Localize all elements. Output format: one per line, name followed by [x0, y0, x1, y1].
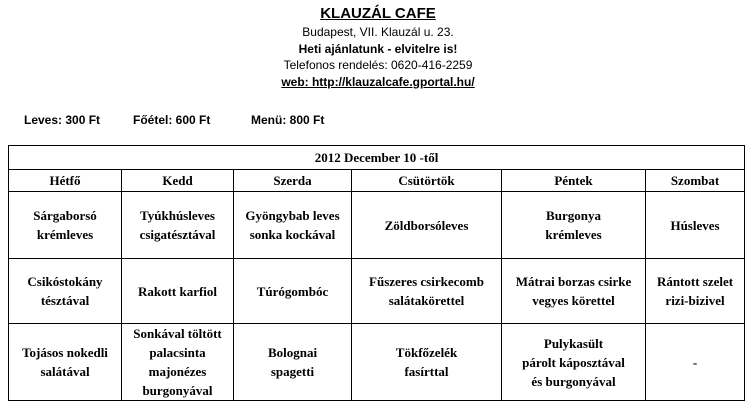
day-header-thursday: Csütörtök: [352, 170, 502, 192]
soup-price: Leves: 300 Ft: [24, 113, 101, 127]
soup-friday: Burgonya krémleves: [502, 192, 646, 259]
main2-monday: Tojásos nokedli salátával: [9, 324, 122, 401]
main1-thursday: Fűszeres csirkecomb salátakörettel: [352, 259, 502, 324]
day-header-monday: Hétfő: [9, 170, 122, 192]
price-list: [24, 113, 324, 127]
main2-tuesday: Sonkával töltött palacsinta majonézes burgonyával: [122, 324, 234, 401]
day-header-tuesday: Kedd: [122, 170, 234, 192]
soup-thursday: Zöldborsóleves: [352, 192, 502, 259]
day-header-friday: Péntek: [502, 170, 646, 192]
main-course-row-1: [9, 259, 745, 324]
main2-thursday: Tökfőzelék fasírttal: [352, 324, 502, 401]
menu-date-header: 2012 December 10 -től: [9, 146, 745, 170]
main1-monday: Csikóstokány tésztával: [9, 259, 122, 324]
main1-tuesday: Rakott karfiol: [122, 259, 234, 324]
soup-monday: Sárgaborsó krémleves: [9, 192, 122, 259]
main-course-price: Főétel: 600 Ft: [133, 113, 211, 127]
soup-tuesday: Tyúkhúsleves csigatésztával: [122, 192, 234, 259]
main2-friday: Pulykasült párolt káposztával és burgonyával: [502, 324, 646, 401]
day-header-wednesday: Szerda: [234, 170, 352, 192]
restaurant-title: KLAUZÁL CAFE: [320, 5, 436, 22]
soup-wednesday: Gyöngybab leves sonka kockával: [234, 192, 352, 259]
day-header-saturday: Szombat: [646, 170, 745, 192]
main1-wednesday: Túrógombóc: [234, 259, 352, 324]
restaurant-address: Budapest, VII. Klauzál u. 23.: [302, 25, 454, 39]
main1-friday: Mátrai borzas csirke vegyes körettel: [502, 259, 646, 324]
main-course-row-2: [9, 324, 745, 401]
phone-order-line: Telefonos rendelés: 0620-416-2259: [283, 58, 473, 72]
menu-price: Menü: 800 Ft: [251, 113, 325, 127]
main2-saturday: -: [646, 324, 745, 401]
main1-saturday: Rántott szelet rizi-bizivel: [646, 259, 745, 324]
main2-wednesday: Bolognai spagetti: [234, 324, 352, 401]
weekly-menu-table: [8, 145, 745, 401]
soup-row: [9, 192, 745, 259]
website-link[interactable]: web: http://klauzalcafe.gportal.hu/: [281, 74, 475, 89]
restaurant-header: [0, 4, 756, 90]
soup-saturday: Húsleves: [646, 192, 745, 259]
weekly-offer-line: Heti ajánlatunk - elvitelre is!: [298, 41, 458, 56]
